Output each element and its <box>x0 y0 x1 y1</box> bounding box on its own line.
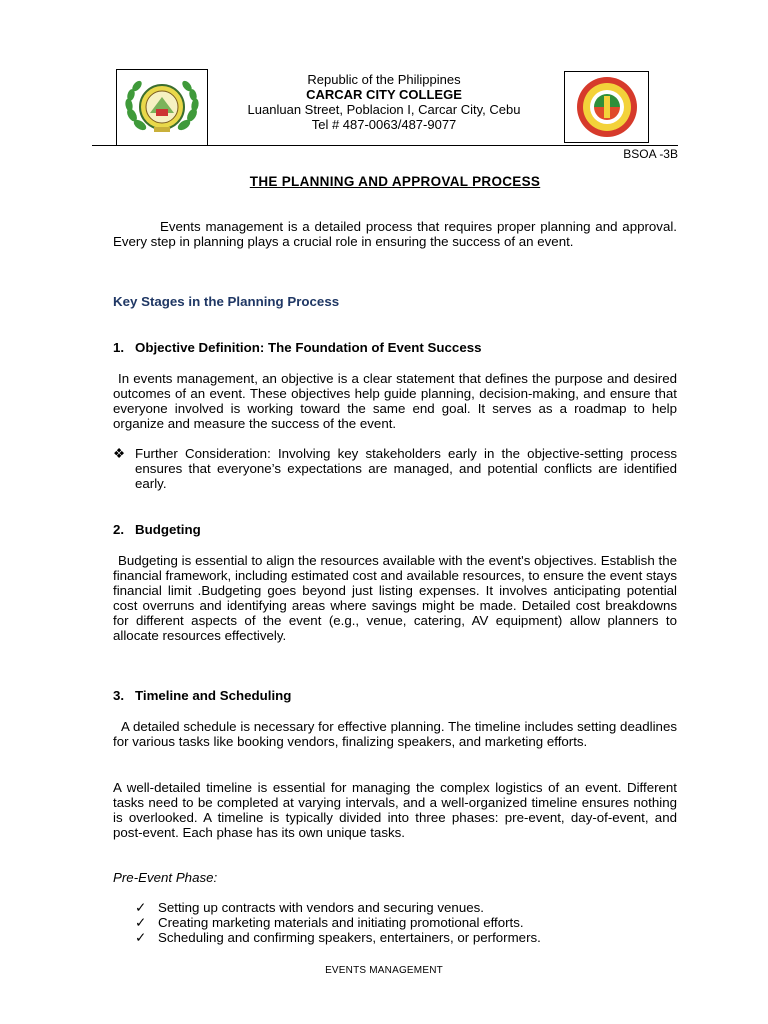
objective-heading-text: Objective Definition: The Foundation of Event Success <box>135 340 482 355</box>
objective-paragraph: In events management, an objective is a clear statement that defines the purpose and desired outcomes of an event. These objectives help guide planning, decision-making, and ensure that everyone involved is working toward the same end goal. It serves as a roadmap to help organize and measure the success of the event. <box>113 371 677 432</box>
page-footer: EVENTS MANAGEMENT <box>325 965 443 976</box>
objective-number: 1. <box>113 340 125 355</box>
intro-paragraph: Events management is a detailed process that requires proper planning and approval. Every step in planning plays a crucial role in ensuring the success of an event. <box>113 219 677 250</box>
republic-line: Republic of the Philippines <box>307 72 461 87</box>
timeline-number: 3. <box>113 688 125 703</box>
college-address: Luanluan Street, Poblacion I, Carcar City, Cebu <box>247 102 521 117</box>
pre-event-list <box>135 900 675 945</box>
timeline-heading-text: Timeline and Scheduling <box>135 688 292 703</box>
list-item <box>135 915 675 930</box>
budgeting-heading <box>113 522 201 537</box>
college-telephone: Tel # 487-0063/487-9077 <box>311 117 457 132</box>
budgeting-number: 2. <box>113 522 125 537</box>
objective-heading <box>113 340 482 355</box>
institution-header <box>230 72 538 132</box>
city-seal-icon <box>570 74 644 140</box>
further-consideration-text: Further Consideration: Involving key stakeholders early in the objective-setting process ensures that everyone’s expectations are managed, and potential conflicts are identified early. <box>135 446 677 492</box>
list-item-text: Creating marketing materials and initiating promotional efforts. <box>158 915 524 931</box>
further-consideration-item <box>113 446 677 491</box>
timeline-paragraph-1: A detailed schedule is necessary for effective planning. The timeline includes setting deadlines for various tasks like booking vendors, finalizing speakers, and marketing efforts. <box>113 719 677 750</box>
diamond-bullet-icon: ❖ <box>113 446 125 461</box>
header-divider <box>92 145 678 146</box>
college-name: CARCAR CITY COLLEGE <box>306 87 462 102</box>
timeline-paragraph-2: A well-detailed timeline is essential for managing the complex logistics of an event. Different tasks need to be completed at varying intervals, and a well-organized timeline ensures nothing is overlooked. A timeline is typically divided into three phases: pre-event, day-of-event, and post-event. Each phase has its own unique tasks. <box>113 780 677 841</box>
checkmark-icon: ✓ <box>135 900 147 915</box>
checkmark-icon: ✓ <box>135 930 147 946</box>
document-title: THE PLANNING AND APPROVAL PROCESS <box>249 174 541 189</box>
list-item-text: Scheduling and confirming speakers, entertainers, or performers. <box>158 930 541 946</box>
key-stages-heading: Key Stages in the Planning Process <box>113 294 340 309</box>
timeline-heading <box>113 688 291 703</box>
city-seal-logo <box>564 71 649 143</box>
college-seal-logo <box>116 69 208 146</box>
list-item <box>135 900 675 915</box>
list-item-text: Setting up contracts with vendors and securing venues. <box>158 900 484 915</box>
budgeting-heading-text: Budgeting <box>135 522 201 537</box>
pre-event-label: Pre-Event Phase: <box>113 870 218 885</box>
budgeting-paragraph: Budgeting is essential to align the resources available with the event's objectives. Establish the financial framework, including estimated cost and available resources, to ensure the event stays financial limit .Budgeting goes beyond just listing expenses. It involves anticipating potential cost overruns and identifying areas where savings might be made. Detailed cost breakdowns for different aspects of the event (e.g., venue, catering, AV equipment) allow planners to allocate resources effectively. <box>113 553 677 644</box>
section-code: BSOA -3B <box>623 147 678 161</box>
college-seal-icon <box>120 73 204 143</box>
list-item <box>135 930 675 945</box>
checkmark-icon: ✓ <box>135 915 147 931</box>
